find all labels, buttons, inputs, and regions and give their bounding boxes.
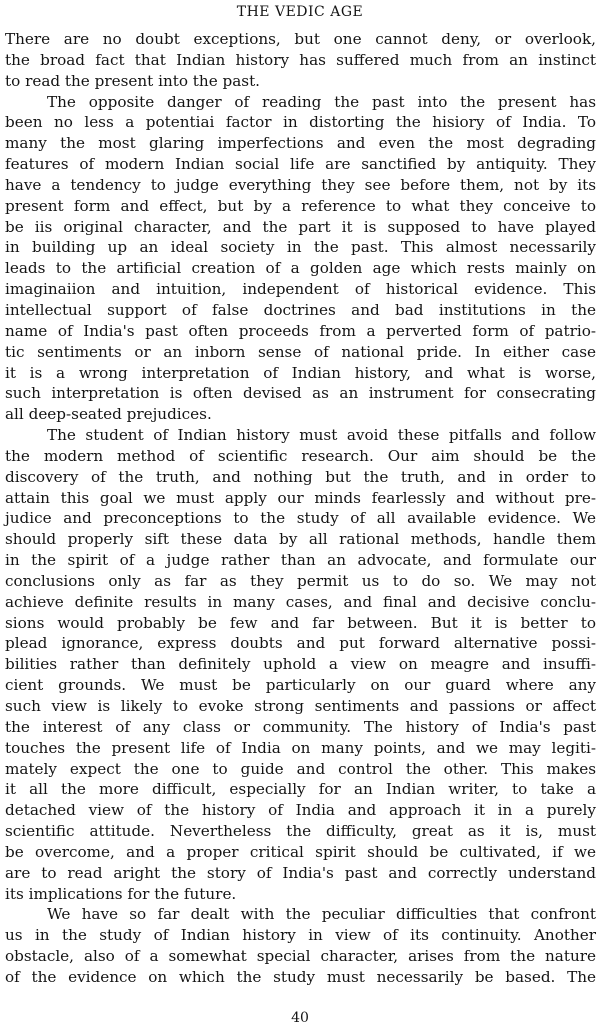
text-line: detached view of the history of India and approach it in a purely <box>5 801 596 820</box>
text-line: discovery of the truth, and nothing but the truth, and in order to <box>5 467 596 486</box>
text-line: bilities rather than definitely uphold a view on meagre and insuffi- <box>5 655 596 674</box>
text-line: sions would probably be few and far between. But it is better to <box>5 613 596 632</box>
text-line: such interpretation is often devised as an instrument for consecrating <box>5 384 596 403</box>
text-line: should properly sift these data by all rational methods, handle them <box>5 530 596 549</box>
text-line: the broad fact that Indian history has suffered much from an instinct <box>5 50 596 69</box>
text-line: conclusions only as far as they permit us to do so. We may not <box>5 571 596 590</box>
text-line: scientific attitude. Nevertheless the difficulty, great as it is, must <box>5 822 596 841</box>
text-line: touches the present life of India on many points, and we may legiti- <box>5 738 596 757</box>
text-line: its implications for the future. <box>5 884 237 903</box>
text-line: obstacle, also of a somewhat special character, arises from the nature <box>5 947 596 966</box>
text-line: attain this goal we must apply our minds fearlessly and without pre- <box>5 488 596 507</box>
text-line: There are no doubt exceptions, but one cannot deny, or overlook, <box>5 30 596 48</box>
text-line: name of India's past often proceeds from a perverted form of patrio- <box>5 321 596 340</box>
text-line: The student of Indian history must avoid these pitfalls and follow <box>47 426 596 445</box>
text-line: plead ignorance, express doubts and put forward alternative possi- <box>5 634 596 653</box>
paragraph <box>5 904 596 987</box>
page-number: 40 <box>291 1010 309 1026</box>
text-line: imaginaiion and intuition, independent of historical evidence. This <box>5 280 596 299</box>
running-head: THE VEDIC AGE <box>236 4 364 20</box>
text-line: it all the more difficult, especially for an Indian writer, to take a <box>5 780 596 799</box>
text-line: in the spirit of a judge rather than an advocate, and formulate our <box>5 551 596 570</box>
paragraph <box>5 425 596 904</box>
text-line: be iis original character, and the part it is supposed to have played <box>5 217 596 236</box>
text-line: leads to the artificial creation of a golden age which rests mainly on <box>5 259 596 278</box>
text-line: the modern method of scientific research. Our aim should be the <box>5 446 596 465</box>
text-line: such view is likely to evoke strong sentiments and passions or affect <box>5 697 596 715</box>
paragraph <box>5 29 596 92</box>
body-text <box>5 29 596 988</box>
text-line: features of modern Indian social life are sanctified by antiquity. They <box>5 155 596 174</box>
text-line: it is a wrong interpretation of Indian history, and what is worse, <box>5 363 596 382</box>
text-line: mately expect the one to guide and control the other. This makes <box>5 759 596 778</box>
text-line: the interest of any class or community. The history of India's past <box>5 717 596 736</box>
text-line: The opposite danger of reading the past into the present has <box>47 92 596 111</box>
text-line: cient grounds. We must be particularly on our guard where any <box>5 676 596 695</box>
text-line: present form and effect, but by a reference to what they conceive to <box>5 196 596 215</box>
text-line: many the most glaring imperfections and even the most degrading <box>5 134 596 153</box>
text-line: intellectual support of false doctrines and bad institutions in the <box>5 300 596 319</box>
text-line: in building up an ideal society in the past. This almost necessarily <box>5 238 596 257</box>
text-line: been no less a potentiai factor in distorting the hisiory of India. To <box>5 113 596 132</box>
text-line: to read the present into the past. <box>5 71 261 90</box>
text-line: We have so far dealt with the peculiar difficulties that confront <box>47 905 596 924</box>
text-line: achieve definite results in many cases, and final and decisive conclu- <box>5 592 596 611</box>
text-line: tic sentiments or an inborn sense of national pride. In either case <box>5 342 596 361</box>
text-line: judice and preconceptions to the study of all available evidence. We <box>5 509 596 528</box>
text-line: are to read aright the story of India's past and correctly understand <box>5 863 596 882</box>
text-line: all deep-seated prejudices. <box>5 405 212 424</box>
text-line: have a tendency to judge everything they see before them, not by its <box>5 175 596 194</box>
text-line: us in the study of Indian history in view of its continuity. Another <box>5 926 596 945</box>
paragraph <box>5 92 596 426</box>
text-line: of the evidence on which the study must necessarily be based. The <box>5 967 596 986</box>
text-line: be overcome, and a proper critical spirit should be cultivated, if we <box>5 842 596 861</box>
